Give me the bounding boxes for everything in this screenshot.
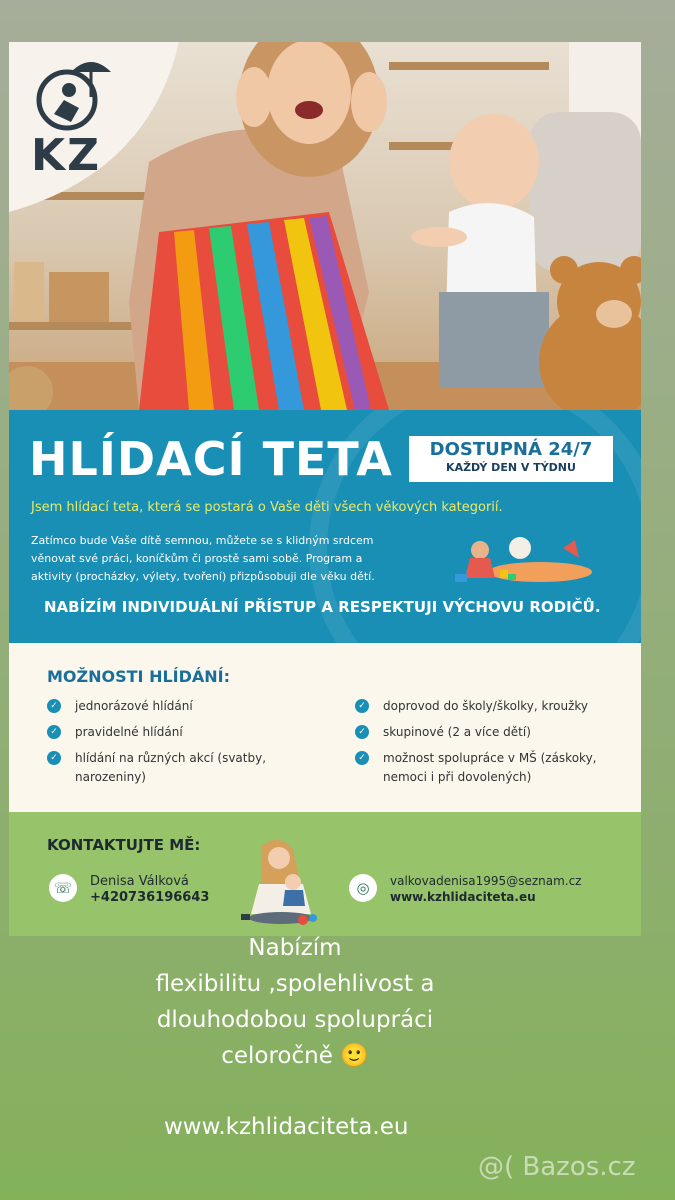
contact-phone[interactable]: +420736196643 [90,890,210,905]
options-list-right [355,697,625,794]
bazos-watermark: @( Bazos.cz [478,1152,636,1182]
phone-icon: ☏ [49,874,77,902]
check-icon: ✓ [355,751,369,765]
list-item: ✓ pravidelné hlídání [47,723,317,742]
list-item: ✓ možnost spolupráce v MŠ (záskoky, nemoci i při dovolených) [355,749,625,787]
contact-email[interactable]: valkovadenisa1995@seznam.cz [390,874,582,888]
check-icon: ✓ [355,699,369,713]
list-item: ✓ hlídání na různých akcí (svatby, narozeniny) [47,749,317,787]
availability-badge [409,436,613,482]
availability-main: DOSTUPNÁ 24/7 [429,439,593,460]
contact-name: Denisa Válková [90,874,189,889]
offer-text: NABÍZÍM INDIVIDUÁLNÍ PŘÍSTUP A RESPEKTUJI VÝCHOVU RODIČŮ. [44,598,601,616]
caption-line: celoročně 🙂 [221,1043,369,1069]
page-title: HLÍDACÍ TETA [29,432,393,486]
check-icon: ✓ [47,751,61,765]
availability-sub: KAŽDÝ DEN V TÝDNU [446,461,576,474]
description: Zatímco bude Vaše dítě semnou, můžete se s klidným srdcem věnovat své práci, koníčkům či prostě sami sobě. Program a aktivity (procházky, výlety, tvoření) přizpůsobuji dle věku dětí. [31,534,375,583]
hero-photo [9,42,641,410]
check-icon: ✓ [355,725,369,739]
check-icon: ✓ [47,725,61,739]
options-title: MOŽNOSTI HLÍDÁNÍ: [47,667,231,686]
caption-line: dlouhodobou spolupráci [156,1007,434,1033]
caption-line: Nabízím [248,935,342,961]
contact-section [9,812,641,936]
contact-web-link[interactable]: www.kzhlidaciteta.eu [390,890,536,904]
check-icon: ✓ [47,699,61,713]
options-list-left [47,697,317,794]
intro-band [9,410,641,643]
options-section [9,643,641,812]
caption-line: flexibilitu ,spolehlivost a [155,971,435,997]
contact-title: KONTAKTUJTE MĚ: [47,836,201,854]
list-item: ✓ skupinové (2 a více dětí) [355,723,625,742]
kz-logo [9,42,179,212]
mother-child-illustration [231,836,331,926]
kids-playing-illustration [445,528,595,588]
website-link[interactable]: www.kzhlidaciteta.eu [164,1114,409,1140]
list-item: ✓ jednorázové hlídání [47,697,317,716]
kz-logo-text: KZ [31,130,101,181]
globe-icon: ◎ [349,874,377,902]
list-item: ✓ doprovod do školy/školky, kroužky [355,697,625,716]
flyer [9,42,641,936]
tagline: Jsem hlídací teta, která se postará o Vaše děti všech věkových kategorií. [31,500,503,515]
caption-text [100,930,490,1074]
